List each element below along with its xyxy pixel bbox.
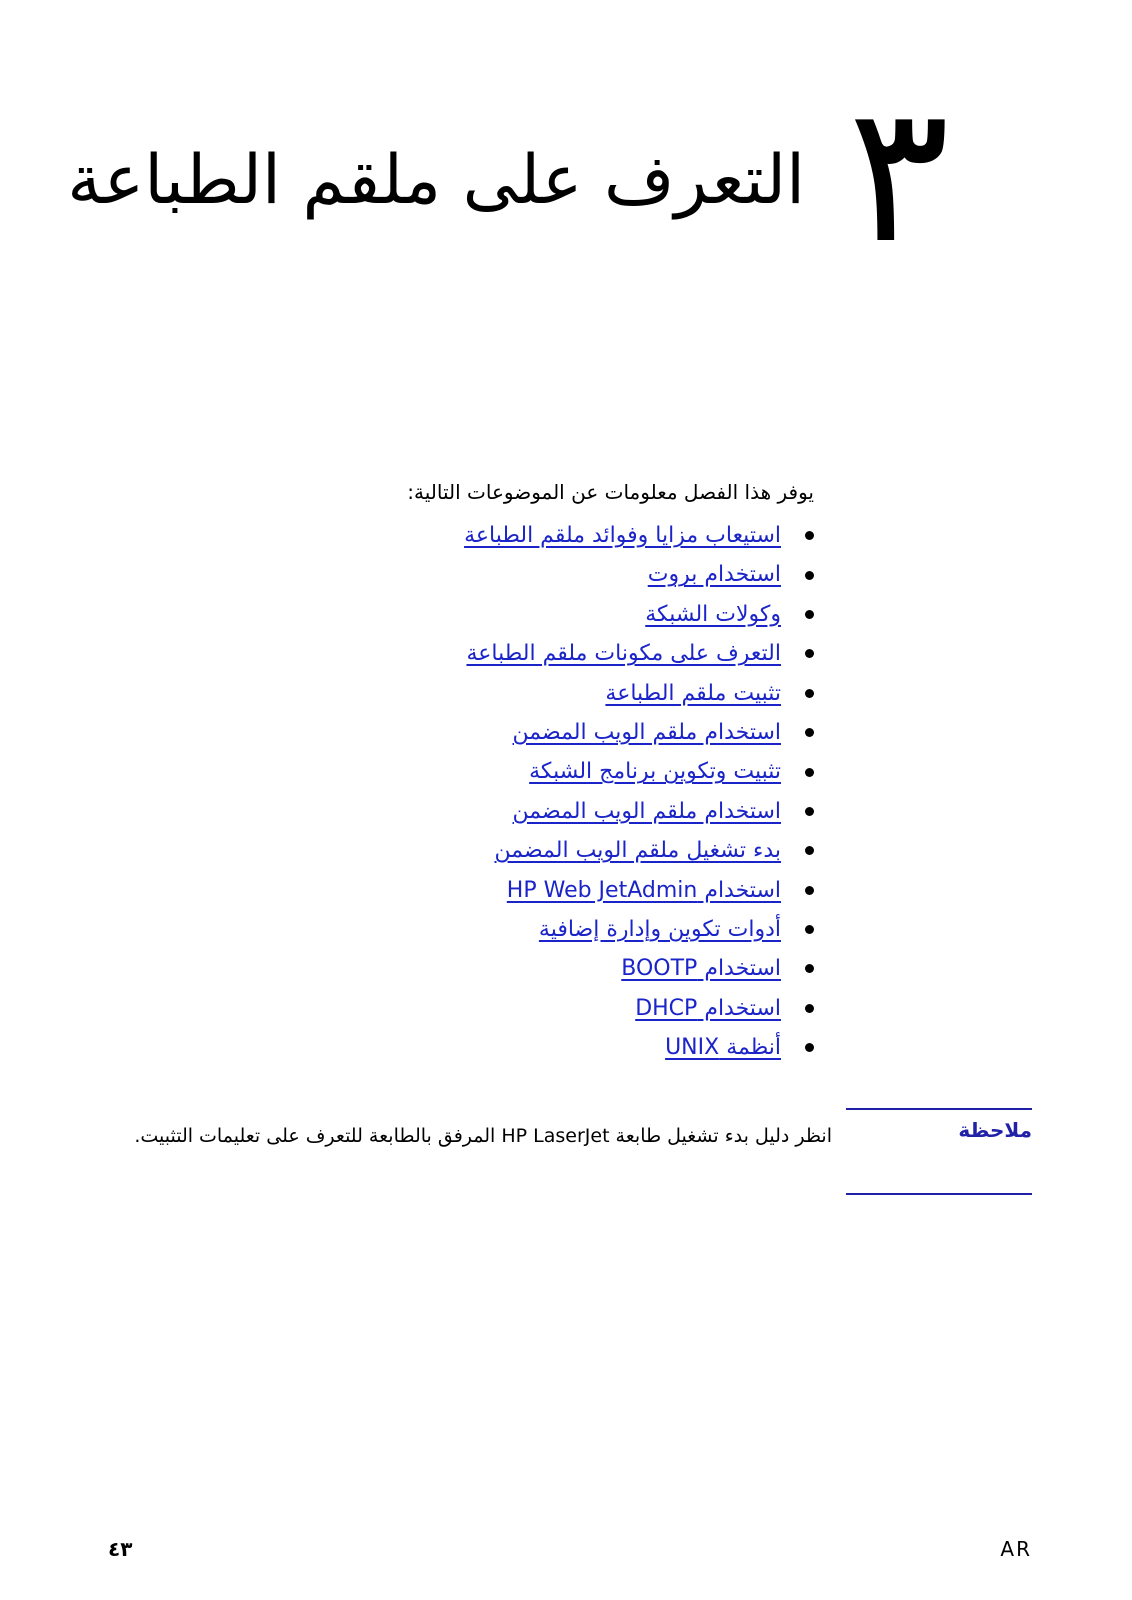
- chapter-header: [67, 64, 950, 285]
- note-bottom-rule: [846, 1193, 1032, 1195]
- bullet-icon: [805, 886, 814, 895]
- chapter-title: التعرف على ملقم الطباعة: [67, 141, 805, 220]
- topic-item: [464, 634, 814, 673]
- topic-item: [464, 713, 814, 752]
- topic-link[interactable]: استخدام ملقم الويب المضمن: [512, 719, 781, 745]
- page-number: ٤٣: [108, 1537, 133, 1561]
- intro-text: يوفر هذا الفصل معلومات عن الموضوعات التالية:: [407, 480, 814, 504]
- bullet-icon: [805, 964, 814, 973]
- bullet-icon: [805, 649, 814, 658]
- topic-item: [464, 595, 814, 634]
- topic-link[interactable]: استخدام ملقم الويب المضمن: [512, 798, 781, 824]
- topic-link[interactable]: استيعاب مزايا وفوائد ملقم الطباعة: [464, 523, 781, 548]
- bullet-icon: [805, 610, 814, 619]
- note-label: ملاحظة: [958, 1118, 1032, 1142]
- bullet-icon: [805, 571, 814, 580]
- chapter-number: ٣: [847, 64, 950, 285]
- language-code: AR: [1000, 1537, 1032, 1561]
- topic-link[interactable]: استخدام HP Web JetAdmin: [506, 877, 781, 903]
- topic-link[interactable]: التعرف على مكونات ملقم الطباعة: [466, 641, 781, 667]
- bullet-icon: [805, 728, 814, 737]
- topic-link[interactable]: تثبيت وتكوين برنامج الشبكة: [529, 759, 781, 785]
- note-text: انظر دليل بدء تشغيل طابعة HP LaserJet المرفق بالطابعة للتعرف على تعليمات التثبيت.: [134, 1125, 832, 1147]
- topic-item: [464, 516, 814, 555]
- topic-list: [464, 516, 814, 1067]
- bullet-icon: [805, 1004, 814, 1013]
- note-top-rule: [846, 1108, 1032, 1110]
- bullet-icon: [805, 1043, 814, 1052]
- topic-link[interactable]: تثبيت ملقم الطباعة: [605, 680, 781, 706]
- topic-link[interactable]: استخدام بروت: [647, 562, 781, 588]
- topic-item: [464, 792, 814, 831]
- bullet-icon: [805, 531, 814, 540]
- bullet-icon: [805, 846, 814, 855]
- topic-item: [464, 555, 814, 594]
- topic-link[interactable]: وكولات الشبكة: [645, 601, 781, 627]
- topic-item: [464, 1028, 814, 1067]
- note-label-area: [846, 1108, 1032, 1142]
- topic-link[interactable]: أدوات تكوين وإدارة إضافية: [538, 916, 781, 942]
- topic-link[interactable]: أنظمة UNIX: [665, 1035, 781, 1061]
- bullet-icon: [805, 768, 814, 777]
- topic-link[interactable]: استخدام DHCP: [635, 995, 781, 1021]
- topic-link[interactable]: استخدام BOOTP: [621, 956, 781, 982]
- topic-item: [464, 949, 814, 988]
- bullet-icon: [805, 689, 814, 698]
- bullet-icon: [805, 807, 814, 816]
- topic-item: [464, 871, 814, 910]
- bullet-icon: [805, 925, 814, 934]
- topic-item: [464, 989, 814, 1028]
- topic-item: [464, 674, 814, 713]
- topic-item: [464, 910, 814, 949]
- topic-link[interactable]: بدء تشغيل ملقم الويب المضمن: [494, 838, 781, 864]
- topic-item: [464, 831, 814, 870]
- topic-item: [464, 752, 814, 791]
